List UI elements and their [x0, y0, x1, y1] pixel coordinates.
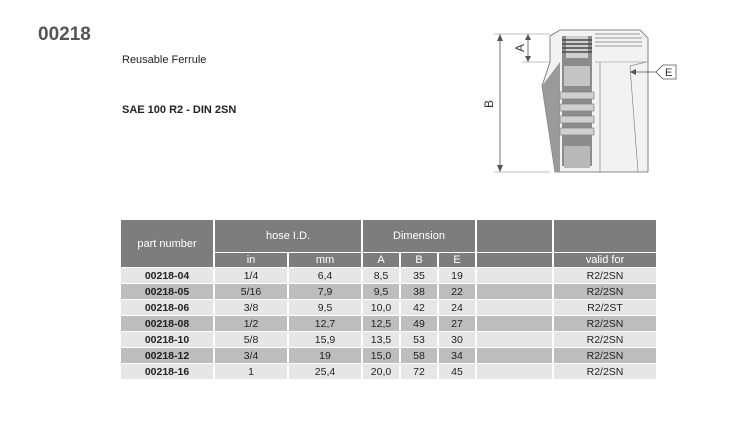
cell-mm: 19 — [289, 348, 361, 363]
ferrule-technical-drawing — [480, 26, 690, 176]
header-empty — [477, 220, 552, 252]
cell-b: 72 — [401, 364, 437, 379]
cell-in: 5/16 — [215, 284, 287, 299]
cell-valid: R2/2SN — [554, 284, 656, 299]
cell-mm: 25,4 — [289, 364, 361, 379]
product-code: 00218 — [38, 24, 91, 45]
cell-in: 1 — [215, 364, 287, 379]
cell-empty — [477, 332, 552, 347]
cell-a: 15,0 — [363, 348, 399, 363]
cell-a: 9,5 — [363, 284, 399, 299]
product-name: Reusable Ferrule — [122, 54, 207, 66]
table-row — [121, 300, 656, 315]
cell-valid: R2/2SN — [554, 332, 656, 347]
header-mm: mm — [289, 253, 361, 267]
cell-e: 22 — [439, 284, 475, 299]
cell-empty — [477, 316, 552, 331]
header-valid-blank — [554, 220, 656, 252]
cell-e: 19 — [439, 268, 475, 283]
cell-b: 53 — [401, 332, 437, 347]
header-part-number: part number — [121, 220, 213, 267]
cell-part: 00218-10 — [121, 332, 213, 347]
cell-part: 00218-08 — [121, 316, 213, 331]
cell-part: 00218-04 — [121, 268, 213, 283]
header-a: A — [363, 253, 399, 267]
cell-in: 5/8 — [215, 332, 287, 347]
header-dimension: Dimension — [363, 220, 475, 252]
cell-a: 8,5 — [363, 268, 399, 283]
cell-a: 10,0 — [363, 300, 399, 315]
cell-empty — [477, 284, 552, 299]
cell-valid: R2/2SN — [554, 316, 656, 331]
cell-part: 00218-06 — [121, 300, 213, 315]
header-e: E — [439, 253, 475, 267]
cell-b: 38 — [401, 284, 437, 299]
cell-empty — [477, 268, 552, 283]
cell-empty — [477, 348, 552, 363]
cell-mm: 9,5 — [289, 300, 361, 315]
cell-mm: 15,9 — [289, 332, 361, 347]
cell-e: 27 — [439, 316, 475, 331]
cell-empty — [477, 300, 552, 315]
cell-e: 30 — [439, 332, 475, 347]
cell-in: 1/2 — [215, 316, 287, 331]
header-hose-id: hose I.D. — [215, 220, 361, 252]
cell-part: 00218-16 — [121, 364, 213, 379]
header-valid-for: valid for — [554, 253, 656, 267]
cell-in: 1/4 — [215, 268, 287, 283]
cell-e: 24 — [439, 300, 475, 315]
table-row — [121, 348, 656, 363]
cell-part: 00218-05 — [121, 284, 213, 299]
table-row — [121, 268, 656, 283]
cell-e: 34 — [439, 348, 475, 363]
cell-mm: 6,4 — [289, 268, 361, 283]
cell-a: 20,0 — [363, 364, 399, 379]
cell-in: 3/4 — [215, 348, 287, 363]
table-row — [121, 284, 656, 299]
cell-valid: R2/2SN — [554, 268, 656, 283]
cell-part: 00218-12 — [121, 348, 213, 363]
cell-b: 58 — [401, 348, 437, 363]
cell-valid: R2/2ST — [554, 300, 656, 315]
cell-b: 49 — [401, 316, 437, 331]
dimension-label-e: E — [665, 67, 673, 79]
table-row — [121, 316, 656, 331]
cell-valid: R2/2SN — [554, 348, 656, 363]
cell-empty — [477, 364, 552, 379]
header-empty-2 — [477, 253, 552, 267]
header-b: B — [401, 253, 437, 267]
cell-a: 13,5 — [363, 332, 399, 347]
cell-b: 35 — [401, 268, 437, 283]
dimension-label-a: A — [513, 43, 527, 52]
table-row — [121, 332, 656, 347]
specification-table — [119, 219, 658, 380]
cell-e: 45 — [439, 364, 475, 379]
cell-a: 12,5 — [363, 316, 399, 331]
product-standard: SAE 100 R2 - DIN 2SN — [122, 104, 237, 116]
header-in: in — [215, 253, 287, 267]
cell-b: 42 — [401, 300, 437, 315]
table-row — [121, 364, 656, 379]
cell-mm: 12,7 — [289, 316, 361, 331]
cell-valid: R2/2SN — [554, 364, 656, 379]
dimension-label-b: B — [482, 99, 496, 108]
cell-mm: 7,9 — [289, 284, 361, 299]
cell-in: 3/8 — [215, 300, 287, 315]
